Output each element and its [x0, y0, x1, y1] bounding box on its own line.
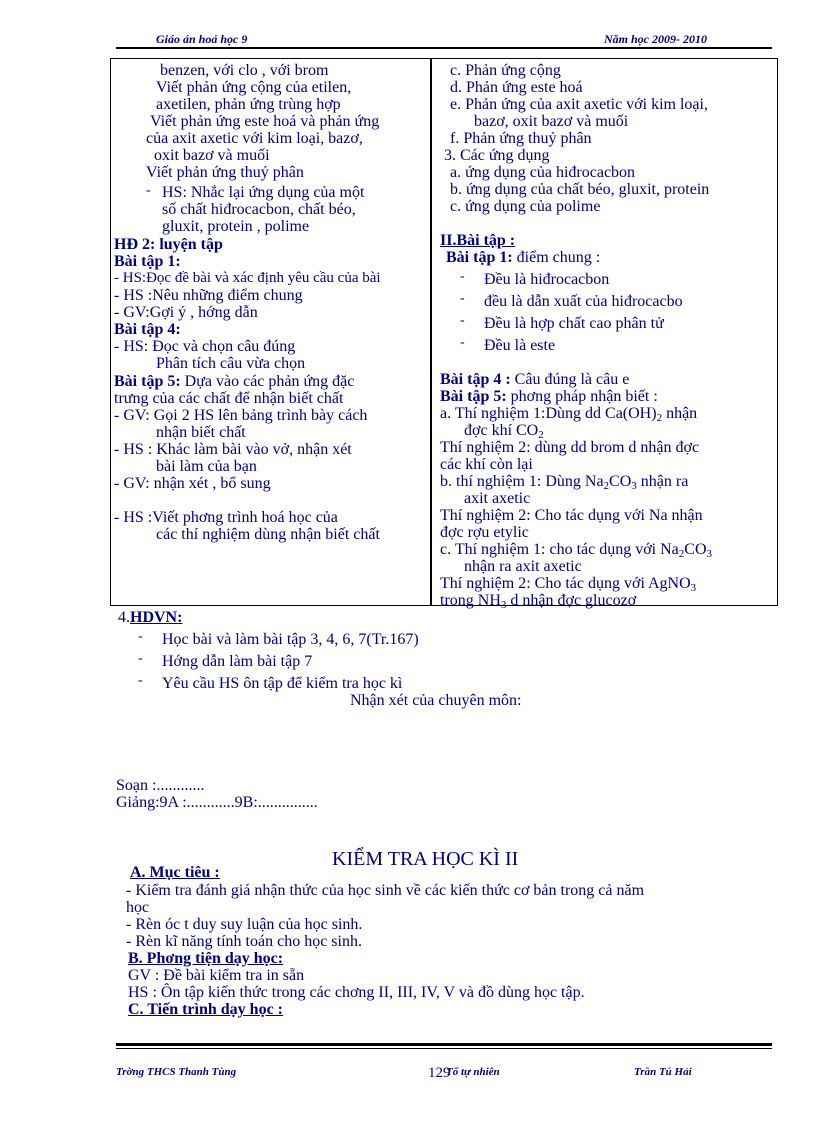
- footer-school: Trờng THCS Thanh Tùng: [116, 1066, 237, 1078]
- bt5-heading: Bài tập 5:: [114, 373, 181, 390]
- subscript: 3: [500, 599, 507, 611]
- hdvn-number: 4.: [118, 609, 130, 626]
- left-line: bài làm của bạn: [156, 458, 257, 475]
- right-line: 3. Các ứng dụng: [444, 147, 550, 164]
- left-line: - GV: nhận xét , bổ sung: [114, 475, 271, 492]
- comment-label: Nhận xét của chuyên môn:: [350, 692, 522, 709]
- left-line: trưng của các chất để nhận biết chất: [114, 390, 344, 407]
- right-line: bazơ, oxit bazơ và muối: [474, 113, 629, 130]
- hdvn-heading: [118, 609, 182, 626]
- bullet-dash-icon: -: [460, 335, 465, 350]
- page-number: 129: [428, 1065, 451, 1081]
- left-line: benzen, với clo , với brom: [160, 62, 329, 79]
- giang-line: Giảng:9A :............9B:...............: [116, 794, 318, 811]
- hdvn-title: HDVN:: [130, 609, 183, 626]
- left-line: Viết phản ứng este hoá và phản ứng: [150, 113, 380, 130]
- right-line: đợc rợu etylic: [440, 524, 529, 541]
- hs-note: gluxit, protein , polime: [162, 218, 310, 235]
- left-line: - HS:Đọc đề bài và xác định yêu cầu của bài: [114, 270, 381, 286]
- right-bt4-line: [440, 371, 629, 388]
- right-bt5-line: [440, 388, 658, 405]
- right-line: các khí còn lại: [440, 456, 533, 473]
- process-heading: C. Tiến trình dạy học :: [128, 1001, 283, 1018]
- bt1-heading: Bài tập 1:: [114, 253, 181, 270]
- right-line: a. ứng dụng của hiđrocacbon: [450, 164, 636, 181]
- right-line: b. ứng dụng của chất béo, gluxit, protein: [450, 181, 710, 198]
- footer-rule-top: [116, 1043, 772, 1046]
- right-line: axit axetic: [464, 490, 531, 507]
- right-bt5-text: phơng pháp nhận biết :: [506, 388, 658, 405]
- exam-line: - Rèn kĩ năng tính toán cho học sinh.: [126, 933, 362, 950]
- right-bt5-heading: Bài tập 5:: [440, 388, 507, 405]
- right-line: [440, 592, 636, 609]
- hd2-heading: HĐ 2: luyện tập: [114, 236, 223, 253]
- right-text: CO: [684, 541, 707, 558]
- right-text: đợc khí CO: [464, 422, 539, 439]
- bullet-dash-icon: -: [138, 673, 143, 688]
- right-text: c. Thí nghiệm 1: cho tác dụng với Na: [440, 541, 679, 558]
- right-line: Thí nghiệm 2: dùng dd brom d nhận đợc: [440, 439, 700, 456]
- subscript: 3: [690, 582, 697, 594]
- right-bt1-line: [446, 249, 600, 266]
- exam-title: KIỂM TRA HỌC KÌ II: [332, 848, 519, 870]
- hs-note: số chất hiđrocacbon, chất béo,: [162, 201, 356, 218]
- right-text: nhận ra: [636, 473, 689, 490]
- list-item: Đều là este: [484, 337, 556, 354]
- right-line: [464, 422, 544, 439]
- left-line: của axit axetic với kim loại, bazơ,: [146, 130, 363, 147]
- materials-heading: B. Phơng tiện dạy học:: [128, 950, 284, 967]
- left-line: - HS : Khác làm bài vào vở, nhận xét: [114, 441, 352, 458]
- header-right: Năm học 2009- 2010: [604, 32, 707, 46]
- left-line: - HS :Viết phơng trình hoá học của: [114, 509, 338, 526]
- right-bt1-text: điểm chung :: [512, 249, 601, 266]
- left-line: các thí nghiệm dùng nhận biết chất: [156, 526, 380, 543]
- right-bt4-heading: Bài tập 4 :: [440, 371, 511, 388]
- bt5-heading-line: [114, 373, 354, 390]
- right-line: d. Phản ứng este hoá: [450, 79, 583, 96]
- footer-author: Trần Tú Hải: [634, 1066, 692, 1078]
- left-line: Phân tích câu vừa chọn: [156, 355, 306, 372]
- hdvn-item: Học bài và làm bài tập 3, 4, 6, 7(Tr.167): [162, 631, 419, 648]
- right-line: f. Phản ứng thuỷ phân: [450, 130, 592, 147]
- left-line: Viết phản ứng thuỷ phân: [146, 164, 304, 181]
- bullet-dash-icon: -: [460, 269, 465, 284]
- right-line: Thí nghiệm 2: Cho tác dụng với Na nhận: [440, 507, 703, 524]
- header-left: Giáo án hoá học 9: [156, 32, 248, 46]
- exam-line: HS : Ôn tập kiến thức trong các chơng II, III, IV, V và đồ dùng học tập.: [128, 984, 585, 1001]
- footer-rule-bottom: [116, 1048, 772, 1049]
- list-item: Đều là hợp chất cao phân tử: [484, 315, 664, 332]
- right-text: trong NH: [440, 592, 501, 609]
- bt4-heading: Bài tập 4:: [114, 321, 181, 338]
- subscript: 2: [678, 548, 685, 560]
- left-line: axetilen, phản ứng trùng hợp: [156, 96, 341, 113]
- footer-group: Tổ tự nhiên: [446, 1066, 500, 1078]
- left-line: - HS :Nêu những điểm chung: [114, 287, 303, 304]
- list-item: Đều là hiđrocacbon: [484, 271, 610, 288]
- right-line: [440, 405, 697, 422]
- subscript: 2: [656, 412, 663, 424]
- subscript: 2: [603, 480, 610, 492]
- hdvn-item: Yêu cầu HS ôn tập để kiểm tra học kì: [162, 675, 403, 692]
- left-line: - GV:Gợi ý , hớng dẫn: [114, 304, 258, 321]
- bullet-dash-icon: -: [146, 183, 151, 198]
- bullet-dash-icon: -: [460, 291, 465, 306]
- bullet-dash-icon: -: [138, 629, 143, 644]
- right-line: nhận ra axit axetic: [464, 558, 582, 575]
- exam-line: - Rèn óc t duy suy luận của học sinh.: [126, 916, 363, 933]
- exercises-heading: II.Bài tập :: [440, 232, 516, 249]
- subscript: 3: [631, 480, 637, 492]
- exam-line: học: [126, 899, 150, 916]
- list-item: đều là dẫn xuất của hiđrocacbo: [484, 293, 683, 310]
- right-text: a. Thí nghiệm 1:Dùng dd Ca(OH): [440, 405, 657, 422]
- right-text: CO: [609, 473, 632, 490]
- right-line: e. Phản ứng của axit axetic với kim loại,: [450, 96, 708, 113]
- right-line: [440, 541, 712, 558]
- header-rule: [116, 47, 772, 49]
- right-text: d nhận đợc glucozơ: [506, 592, 637, 609]
- right-bt1-heading: Bài tập 1:: [446, 249, 513, 266]
- right-bt4-text: Câu đúng là câu e: [510, 371, 630, 388]
- right-text: b. thí nghiệm 1: Dùng Na: [440, 473, 604, 490]
- right-text: Thí nghiệm 2: Cho tác dụng với AgNO: [440, 575, 691, 592]
- right-line: c. ứng dụng của polime: [450, 198, 601, 215]
- right-text: nhận: [662, 405, 698, 422]
- exam-line: GV : Đề bài kiểm tra in sẵn: [128, 967, 305, 984]
- right-line: [440, 575, 696, 592]
- bullet-dash-icon: -: [460, 313, 465, 328]
- left-line: Viết phản ứng cộng của etilen,: [156, 79, 352, 96]
- hs-note: HS: Nhắc lại ứng dụng của một: [162, 184, 365, 201]
- bullet-dash-icon: -: [138, 651, 143, 666]
- hdvn-item: Hớng dẫn làm bài tập 7: [162, 653, 313, 670]
- soan-line: Soạn :............: [116, 777, 205, 794]
- bt5-text: Dựa vào các phản ứng đặc: [180, 373, 355, 390]
- left-line: - GV: Gọi 2 HS lên bảng trình bày cách: [114, 407, 368, 424]
- right-line: [440, 473, 688, 490]
- right-line: c. Phản ứng cộng: [450, 62, 561, 79]
- left-line: - HS: Đọc và chọn câu đúng: [114, 338, 296, 355]
- subscript: 3: [706, 548, 713, 560]
- left-line: nhận biết chất: [156, 424, 246, 441]
- exam-line: - Kiểm tra đánh giá nhận thức của học sinh về các kiến thức cơ bản trong cả năm: [126, 882, 645, 899]
- subscript: 2: [538, 429, 544, 441]
- left-line: oxit bazơ và muối: [154, 147, 270, 164]
- objectives-heading: A. Mục tiêu :: [130, 864, 220, 881]
